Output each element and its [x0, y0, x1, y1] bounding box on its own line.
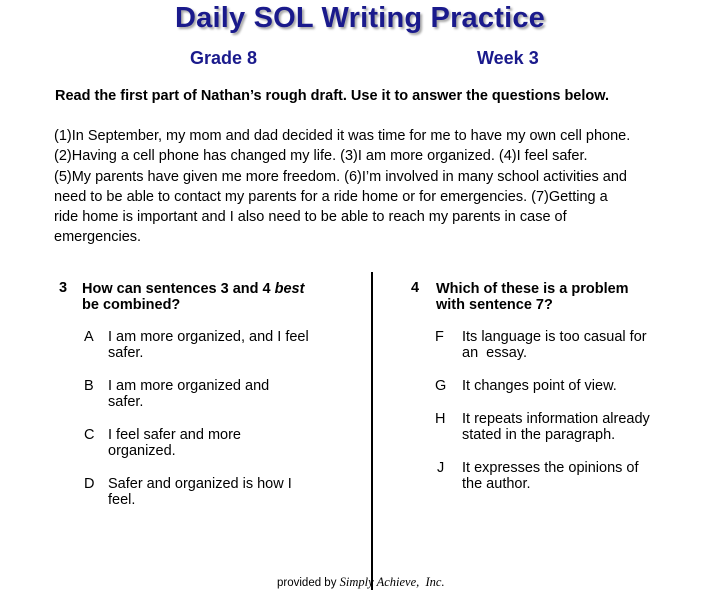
option-f-letter[interactable]: F — [435, 329, 444, 345]
option-a-letter[interactable]: A — [84, 329, 94, 345]
passage-line: need to be able to contact my parents for a ride home or for emergencies. (7)Getting a — [54, 188, 608, 205]
question-4-text-line2: with sentence 7? — [436, 297, 553, 313]
page-title: Daily SOL Writing Practice — [175, 2, 545, 34]
week-label: Week 3 — [477, 48, 539, 68]
option-h-letter[interactable]: H — [435, 411, 446, 427]
question-3-emphasis: best — [274, 281, 305, 297]
question-4-text-line1: Which of these is a problem — [436, 281, 629, 297]
option-j-letter[interactable]: J — [437, 460, 445, 476]
passage-line: (1)In September, my mom and dad decided it was time for me to have my own cell phone. — [54, 128, 631, 144]
credit-brand: Simply Achieve, Inc. — [339, 575, 445, 589]
question-3-text-line2: be combined? — [82, 297, 181, 313]
footer-credit — [277, 575, 445, 590]
option-c-letter[interactable]: C — [84, 427, 95, 443]
grade-label: Grade 8 — [190, 48, 258, 68]
option-f-text[interactable] — [462, 329, 647, 361]
option-a-text[interactable] — [108, 329, 309, 361]
option-f-line1: Its language is too casual for — [462, 329, 647, 345]
option-h-line2: stated in the paragraph. — [462, 427, 616, 443]
option-j-text[interactable] — [462, 460, 639, 492]
option-f-line2: an essay. — [462, 345, 528, 361]
option-h-line1: It repeats information already — [462, 411, 650, 427]
option-c-text[interactable] — [108, 427, 241, 459]
passage — [54, 126, 694, 248]
option-g-letter[interactable]: G — [435, 378, 447, 394]
option-d-letter[interactable]: D — [84, 476, 95, 492]
option-g-text[interactable] — [462, 378, 617, 394]
option-c-line2: organized. — [108, 443, 176, 459]
credit-prefix: provided by — [277, 577, 340, 589]
option-d-line2: feel. — [108, 492, 136, 508]
option-j-line2: the author. — [462, 476, 531, 492]
option-b-line1: I am more organized and — [108, 378, 270, 394]
question-4-text — [436, 281, 629, 313]
question-3-text — [82, 281, 304, 313]
passage-line: (2)Having a cell phone has changed my life. (3)I am more organized. (4)I feel safer. — [54, 148, 588, 165]
passage-line: emergencies. — [54, 229, 142, 246]
option-h-text[interactable] — [462, 411, 650, 443]
option-a-line2: safer. — [108, 345, 144, 361]
option-a-line1: I am more organized, and I feel — [108, 329, 309, 345]
option-j-line1: It expresses the opinions of — [462, 460, 639, 476]
option-b-text[interactable] — [108, 378, 269, 410]
option-b-letter[interactable]: B — [84, 378, 94, 394]
column-divider — [371, 272, 373, 590]
instructions: Read the first part of Nathan’s rough draft. Use it to answer the questions below. — [55, 88, 610, 104]
option-g-line1: It changes point of view. — [462, 378, 617, 394]
option-d-line1: Safer and organized is how I — [108, 476, 292, 492]
option-b-line2: safer. — [108, 394, 144, 410]
option-c-line1: I feel safer and more — [108, 427, 241, 443]
option-d-text[interactable] — [108, 476, 292, 508]
question-4-number: 4 — [411, 280, 420, 296]
question-3-text-line1: How can sentences 3 and 4 — [82, 281, 275, 297]
passage-line: (5)My parents have given me more freedom. (6)I’m involved in many school activities and — [54, 168, 627, 185]
question-3-number: 3 — [59, 280, 68, 296]
passage-line: ride home is important and I also need to be able to reach my parents in case of — [54, 209, 567, 226]
